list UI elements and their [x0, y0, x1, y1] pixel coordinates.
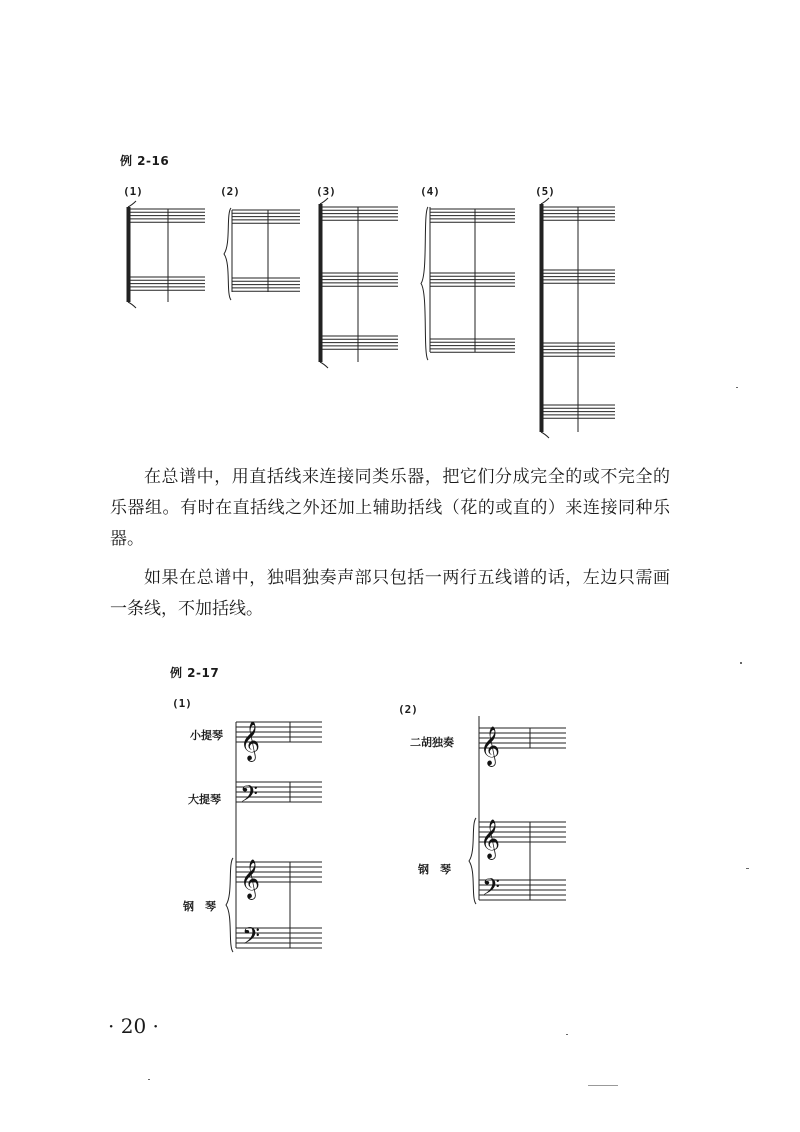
scan-speck	[736, 387, 738, 388]
paragraph-1: 在总谱中，用直括线来连接同类乐器，把它们分成完全的或不完全的乐器组。有时在直括线之外还加上辅助括线（花的或直的）来连接同种乐器。	[110, 467, 670, 549]
bass-clef-icon: 𝄢	[482, 873, 501, 906]
example-2-17-part2-label: (2)	[398, 703, 418, 716]
page-dot-left: ·	[108, 1014, 121, 1038]
curly-brace-icon	[469, 818, 476, 904]
scan-speck	[148, 1079, 150, 1080]
paragraph-2: 如果在总谱中，独唱独奏声部只包括一两行五线谱的话，左边只需画一条线，不加括线。	[110, 568, 670, 619]
page-number	[108, 1014, 159, 1038]
example-2-16-label-4: (4)	[420, 185, 440, 198]
instrument-label-piano-1: 钢 琴	[183, 900, 216, 913]
scan-speck	[588, 1085, 618, 1086]
example-2-16-label-5: (5)	[535, 185, 555, 198]
scan-speck	[746, 868, 749, 869]
treble-clef-icon: 𝄞	[240, 721, 261, 761]
scan-speck	[740, 662, 742, 664]
bass-clef-icon: 𝄢	[242, 922, 261, 955]
instrument-label-cello: 大提琴	[188, 793, 221, 806]
example-2-17-part1-label: (1)	[172, 697, 192, 710]
treble-clef-icon: 𝄞	[480, 819, 501, 859]
instrument-label-erhu-solo: 二胡独奏	[410, 736, 454, 749]
instrument-label-piano-2: 钢 琴	[418, 863, 451, 876]
bass-clef-icon: 𝄢	[240, 780, 259, 813]
treble-clef-icon: 𝄞	[480, 726, 501, 766]
page-number-value: 20	[120, 1014, 147, 1038]
example-2-17-title: 例 2-17	[170, 666, 220, 680]
treble-clef-icon: 𝄞	[240, 859, 261, 899]
example-2-16-label-2: (2)	[220, 185, 240, 198]
curly-brace-icon	[226, 858, 233, 952]
example-2-16-label-1: (1)	[123, 185, 143, 198]
example-2-16-title: 例 2-16	[120, 154, 170, 168]
example-2-16-label-3: (3)	[316, 185, 336, 198]
instrument-label-violin: 小提琴	[190, 729, 223, 742]
page-dot-right: ·	[146, 1014, 159, 1038]
scan-speck	[566, 1034, 568, 1035]
